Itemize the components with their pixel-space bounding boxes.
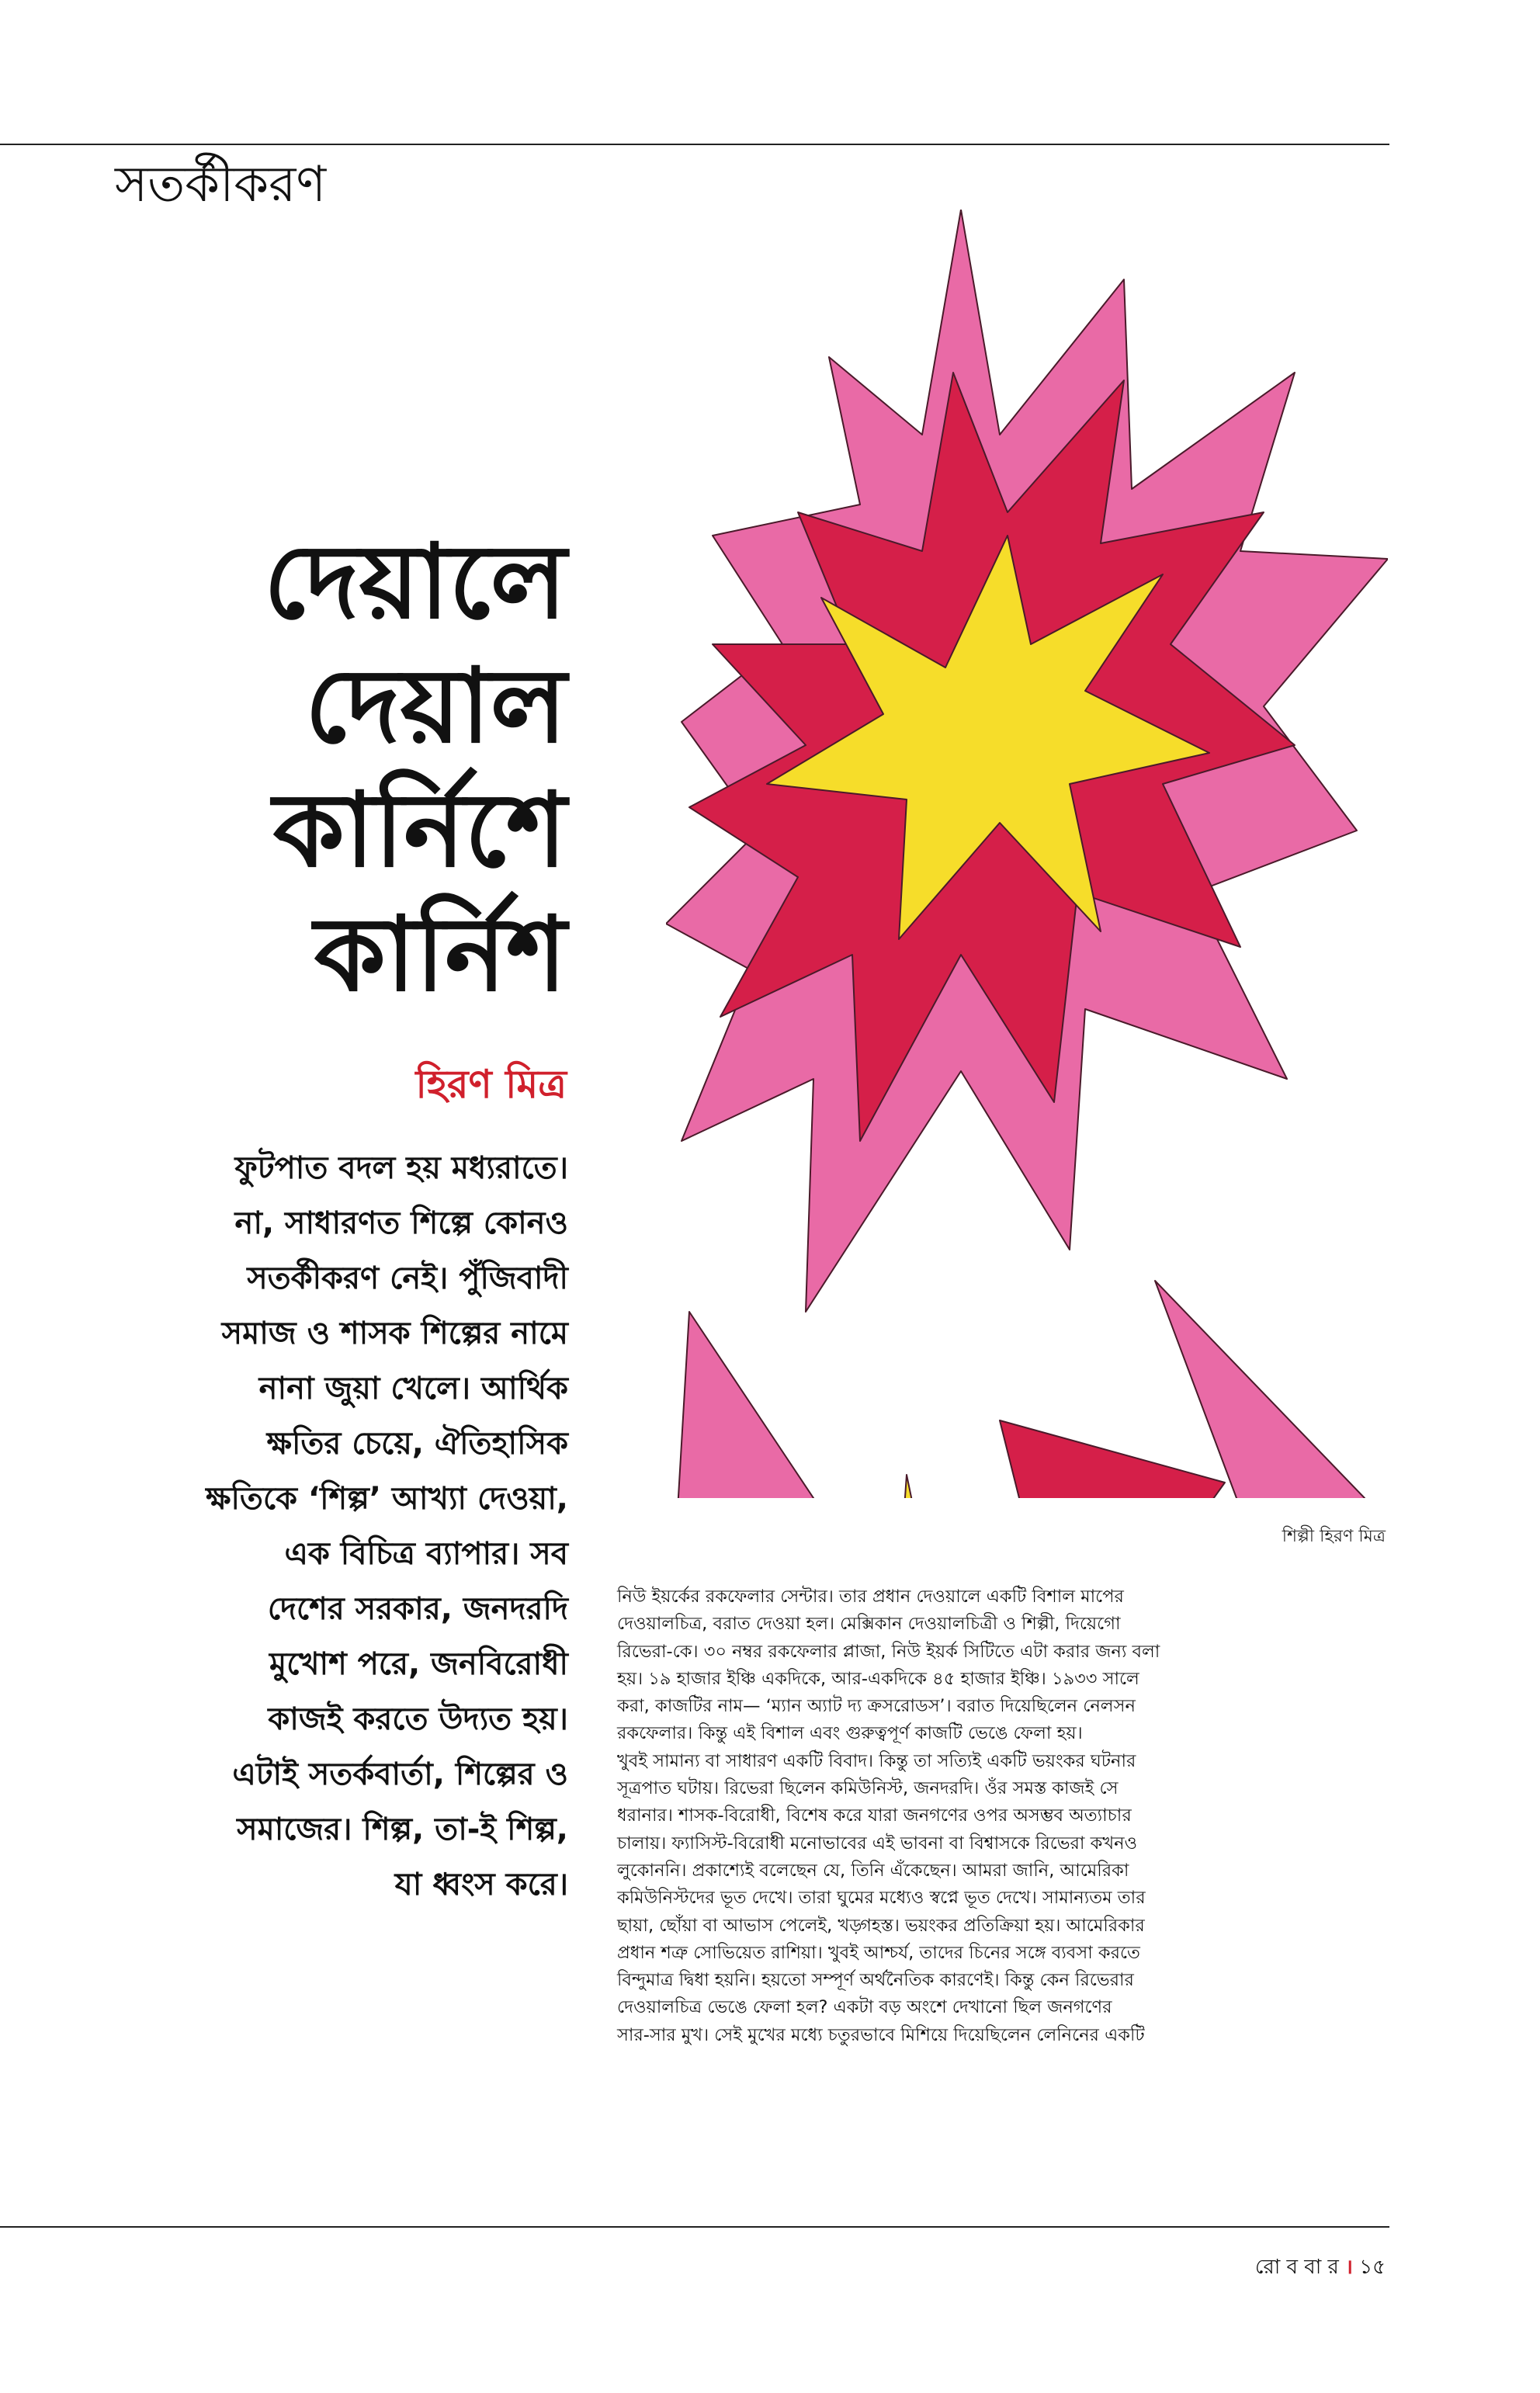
intro-line: ফুটপাত বদল হয় মধ্যরাতে। [234, 1150, 568, 1186]
body-line: সূত্রপাত ঘটায়। রিভেরা ছিলেন কমিউনিস্ট, জনদরদি। ওঁর সমস্ত কাজই সে [617, 1778, 1119, 1799]
pink-shard-left [674, 1312, 845, 1498]
author-name: হিরণ মিত্র [415, 1062, 567, 1107]
body-line: বিন্দুমাত্র দ্বিধা হয়নি। হয়তো সম্পূর্ণ অর্থনৈতিক কারণেই। কিন্তু কেন রিভেরার [617, 1970, 1134, 1991]
intro-line: ক্ষতির চেয়ে, ঐতিহাসিক [266, 1426, 568, 1462]
body-line: প্রধান শত্রু সোভিয়েত রাশিয়া। খুবই আশ্চর্য, তাদের চিনের সঙ্গে ব্যবসা করতে [617, 1942, 1140, 1963]
body-line: খুবই সামান্য বা সাধারণ একটি বিবাদ। কিন্তু তা সত্যিই একটি ভয়ংকর ঘটনার [617, 1750, 1136, 1771]
top-rule [0, 144, 1389, 145]
intro-line: না, সাধারণত শিল্পে কোনও [234, 1205, 568, 1241]
magazine-name: রো ব বা র [1254, 2256, 1339, 2279]
body-line: নিউ ইয়র্কের রকফেলার সেন্টার। তার প্রধান দেওয়ালে একটি বিশাল মাপের [617, 1587, 1124, 1607]
starburst-artwork [666, 210, 1388, 1498]
intro-line: সমাজের। শিল্প, তা-ই শিল্প, [237, 1812, 568, 1847]
body-line: সার-সার মুখ। সেই মুখের মধ্যে চতুরভাবে মিশিয়ে দিয়েছিলেন লেনিনের একটি [617, 2024, 1145, 2045]
headline-line: দেয়ালে [263, 522, 567, 642]
body-line: দেওয়ালচিত্র ভেঙে ফেলা হল? একটা বড় অংশে দেখানো ছিল জনগণের [617, 1997, 1112, 2018]
body-text [617, 1583, 1386, 2049]
intro-line: মুখোশ পরে, জনবিরোধী [269, 1646, 568, 1682]
body-line: কমিউনিস্টদের ভূত দেখে। তারা ঘুমের মধ্যেও স্বপ্নে ভূত দেখে। সামান্যতম তার [617, 1888, 1146, 1909]
starburst-illustration [666, 210, 1388, 1498]
page-number: ১৫ [1359, 2256, 1386, 2279]
intro-line: ক্ষতিকে ‘শিল্প’ আখ্যা দেওয়া, [206, 1481, 568, 1517]
body-line: হয়। ১৯ হাজার ইঞ্চি একদিকে, আর-একদিকে ৪৫ হাজার ইঞ্চি। ১৯৩৩ সালে [617, 1668, 1139, 1689]
body-line: ধরানার। শাসক-বিরোধী, বিশেষ করে যারা জনগণের ওপর অসম্ভব অত্যাচার [617, 1805, 1132, 1826]
intro-line: যা ধ্বংস করে। [394, 1867, 568, 1902]
intro-paragraph [109, 1141, 568, 1913]
headline-line: কার্নিশ [314, 895, 567, 1014]
intro-line: নানা জুয়া খেলে। আর্থিক [258, 1371, 568, 1406]
intro-line: এটাই সতর্কবার্তা, শিল্পের ও [232, 1757, 568, 1792]
intro-line: সমাজ ও শাসক শিল্পের নামে [221, 1316, 568, 1351]
body-line: লুকোননি। প্রকাশ্যেই বলেছেন যে, তিনি এঁকেছেন। আমরা জানি, আমেরিকা [617, 1860, 1129, 1881]
headline-line: দেয়াল [304, 647, 567, 766]
intro-line: সতর্কীকরণ নেই। পুঁজিবাদী [247, 1261, 568, 1296]
red-triangle-shard [1000, 1420, 1225, 1498]
footer-separator: । [1345, 2256, 1353, 2279]
body-line: ছায়া, ছোঁয়া বা আভাস পেলেই, খড়্গহস্ত। ভয়ংকর প্রতিক্রিয়া হয়। আমেরিকার [617, 1915, 1145, 1936]
intro-line: এক বিচিত্র ব্যাপার। সব [284, 1536, 568, 1572]
yellow-triangle-shard [891, 1475, 953, 1498]
bottom-rule [0, 2226, 1389, 2228]
page-footer [1211, 2251, 1386, 2285]
body-line: চালায়। ফ্যাসিস্ট-বিরোধী মনোভাবের এই ভাবনা বা বিশ্বাসকে রিভেরা কখনও [617, 1833, 1138, 1854]
artwork-caption: শিল্পী হিরণ মিত্র [1282, 1527, 1386, 1546]
intro-line: কাজই করতে উদ্যত হয়। [268, 1701, 568, 1737]
body-line: দেওয়ালচিত্র, বরাত দেওয়া হল। মেক্সিকান দেওয়ালচিত্রী ও শিল্পী, দিয়েগো [617, 1614, 1121, 1635]
body-line: করা, কাজটির নাম— ‘ম্যান অ্যাট দ্য ক্রসরোডস’। বরাত দিয়েছিলেন নেলসন [617, 1696, 1136, 1717]
intro-line: দেশের সরকার, জনদরদি [267, 1591, 568, 1627]
body-line: রকফেলার। কিন্তু এই বিশাল এবং গুরুত্বপূর্ণ কাজটি ভেঙে ফেলা হয়। [617, 1723, 1083, 1744]
pink-triangle-shard [1155, 1281, 1365, 1498]
headline-line: কার্নিশে [272, 771, 567, 890]
section-label: সতর্কীকরণ [115, 156, 327, 213]
headline [202, 520, 567, 1017]
body-line: রিভেরা-কে। ৩০ নম্বর রকফেলার প্লাজা, নিউ ইয়র্ক সিটিতে এটা করার জন্য বলা [617, 1641, 1160, 1662]
